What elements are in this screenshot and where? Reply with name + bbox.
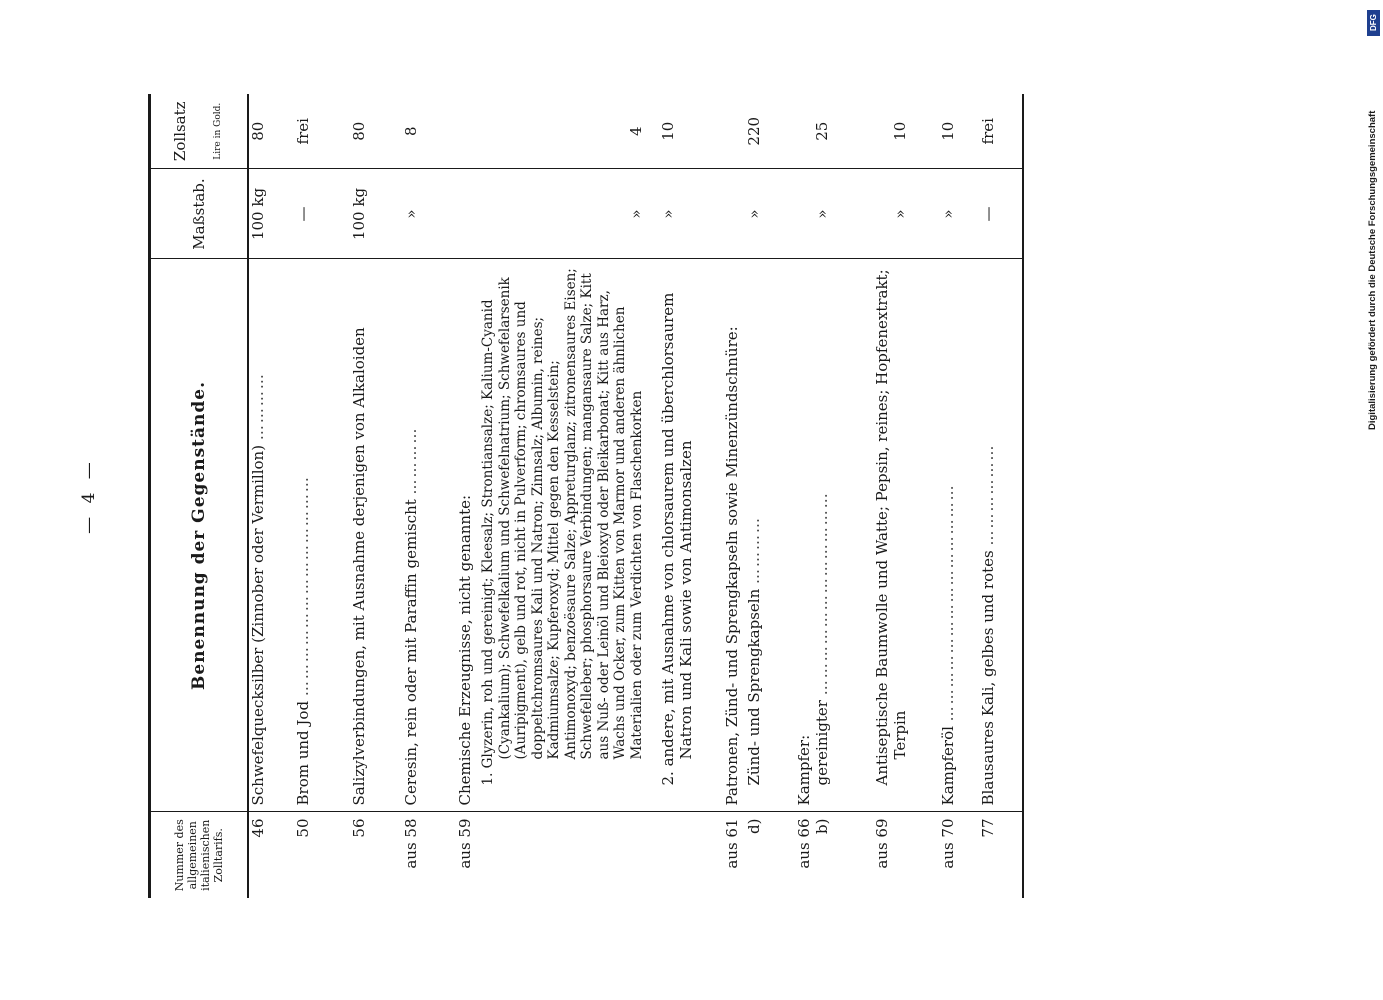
row-number: b): [813, 818, 831, 834]
row-measure: —: [979, 169, 1023, 259]
row-description: Patronen, Zünd- und Sprengkapseln sowie Minenzündschnüre:: [709, 259, 745, 812]
row-description: gereinigter ………………………………: [813, 259, 863, 812]
row-rate: 10: [929, 94, 979, 169]
row-rate: 25: [813, 94, 863, 169]
row-description: Brom und Jod …………………………………: [294, 259, 350, 812]
row-description: 2. andere, mit Ausnahme von chlorsaurem und überchlorsaurem Natron und Kali sowie von Antimonsalzen: [645, 259, 709, 812]
table-row: [745, 94, 785, 898]
row-number: 50: [294, 818, 312, 838]
table-row: [248, 94, 294, 898]
table-row: [456, 94, 480, 898]
row-rate: 10: [645, 94, 709, 169]
row-measure: »: [813, 169, 863, 259]
row-number: 77: [979, 812, 1023, 898]
row-rate: 220: [745, 94, 785, 169]
header-rate-label: Zollsatz: [171, 101, 189, 162]
table-row: [350, 94, 402, 898]
row-description: Antiseptische Baumwolle und Watte; Pepsin, reines; Hopfenextrakt; Terpin: [863, 259, 929, 812]
table-row: [402, 94, 456, 898]
row-measure: [456, 169, 480, 259]
header-number: Nummer des allgemeinen italienischen Zolltarifs.: [150, 812, 249, 898]
row-measure: [709, 169, 745, 259]
row-number: 46: [249, 818, 267, 838]
row-number: aus 61: [723, 818, 741, 869]
table-row: [979, 94, 1023, 898]
row-rate: frei: [979, 94, 1023, 169]
table-row: [645, 94, 709, 898]
header-measure: Maßstab.: [150, 169, 249, 259]
row-description: Blausaures Kali, gelbes und rotes ………………: [979, 259, 1023, 812]
row-description: Salizylverbindungen, mit Ausnahme derjenigen von Alkaloiden: [350, 259, 402, 812]
row-description: Zünd- und Sprengkapseln …………: [745, 259, 785, 812]
table-row: [929, 94, 979, 898]
row-description: Ceresin, rein oder mit Paraffin gemischt …………: [402, 259, 456, 812]
row-number: aus 59: [456, 818, 474, 869]
digitization-credit: [1367, 44, 1381, 430]
row-rate: frei: [294, 94, 350, 169]
row-number: aus 66: [795, 818, 813, 869]
row-measure: »: [645, 169, 709, 259]
row-measure: »: [745, 169, 785, 259]
row-measure: »: [402, 169, 456, 259]
header-rate: [150, 94, 249, 169]
header-description: Benennung der Gegenstände.: [150, 259, 249, 812]
row-rate: 80: [350, 94, 402, 169]
row-number: [480, 812, 645, 898]
row-measure: 100 kg: [248, 169, 294, 259]
table-row: [480, 94, 645, 898]
row-number: [645, 812, 709, 898]
row-measure: »: [929, 169, 979, 259]
row-description: Kampferöl ……………………………………: [929, 259, 979, 812]
table-row: [813, 94, 863, 898]
dfg-logo: DFG: [1367, 10, 1380, 36]
tariff-table: [148, 94, 1024, 898]
table-row: [709, 94, 745, 898]
table-row: [785, 94, 813, 898]
table-row: [294, 94, 350, 898]
row-measure: »: [480, 169, 645, 259]
row-description: Chemische Erzeugnisse, nicht genannte:: [456, 259, 480, 812]
row-number: aus 70: [939, 818, 957, 869]
row-rate: 8: [402, 94, 456, 169]
row-rate: [456, 94, 480, 169]
row-rate: [785, 94, 813, 169]
row-description: Schwefelquecksilber (Zinnober oder Vermillon) …………: [248, 259, 294, 812]
row-measure: 100 kg: [350, 169, 402, 259]
row-number: aus 69: [873, 818, 891, 869]
document-page: [79, 94, 1247, 898]
row-measure: [785, 169, 813, 259]
row-rate: 10: [863, 94, 929, 169]
page-number: — 4 —: [79, 458, 99, 534]
row-description: 1. Glyzerin, roh und gereinigt; Kleesalz; Strontiansalze; Kalium-Cyanid (Cyankalium); Schwefelkalium und Schwefelnatrium; Schwefelarsenik (Auripigment), gelb und rot, nicht in Pulverform; chromsaures und doppeltchromsaures Kali und Natron; Zinnsalz; Albumin, reines; Kadmiumsalze; Kupferoxyd; Mittel gegen den Kesselstein; Antimonoxyd; benzoësaure Salze; Appreturglanz; zitronensaures Eisen; Schwefelleber; phosphorsaure Verbindungen; mangansaure Salze; Kitt aus Nuß- oder Leinöl und Bleioxyd oder Bleikarbonat; Kitt aus Harz, Wachs und Ocker, zum Kitten von Marmor und anderen ähnlichen Materialien oder zum Verdichten von Flaschenkorken: [480, 259, 645, 812]
row-rate: 80: [248, 94, 294, 169]
row-description: Kampfer:: [785, 259, 813, 812]
credit-text: Digitalisierung gefördert durch die Deutsche Forschungsgemeinschaft: [1367, 110, 1378, 430]
row-number: aus 58: [402, 818, 420, 869]
row-number: d): [745, 818, 763, 834]
row-rate: 4: [480, 94, 645, 169]
row-measure: —: [294, 169, 350, 259]
row-measure: »: [863, 169, 929, 259]
row-number: 56: [350, 818, 368, 838]
table-header-row: [150, 94, 249, 898]
row-rate: [709, 94, 745, 169]
table-row: [863, 94, 929, 898]
header-rate-unit: Lire in Gold.: [213, 102, 223, 160]
